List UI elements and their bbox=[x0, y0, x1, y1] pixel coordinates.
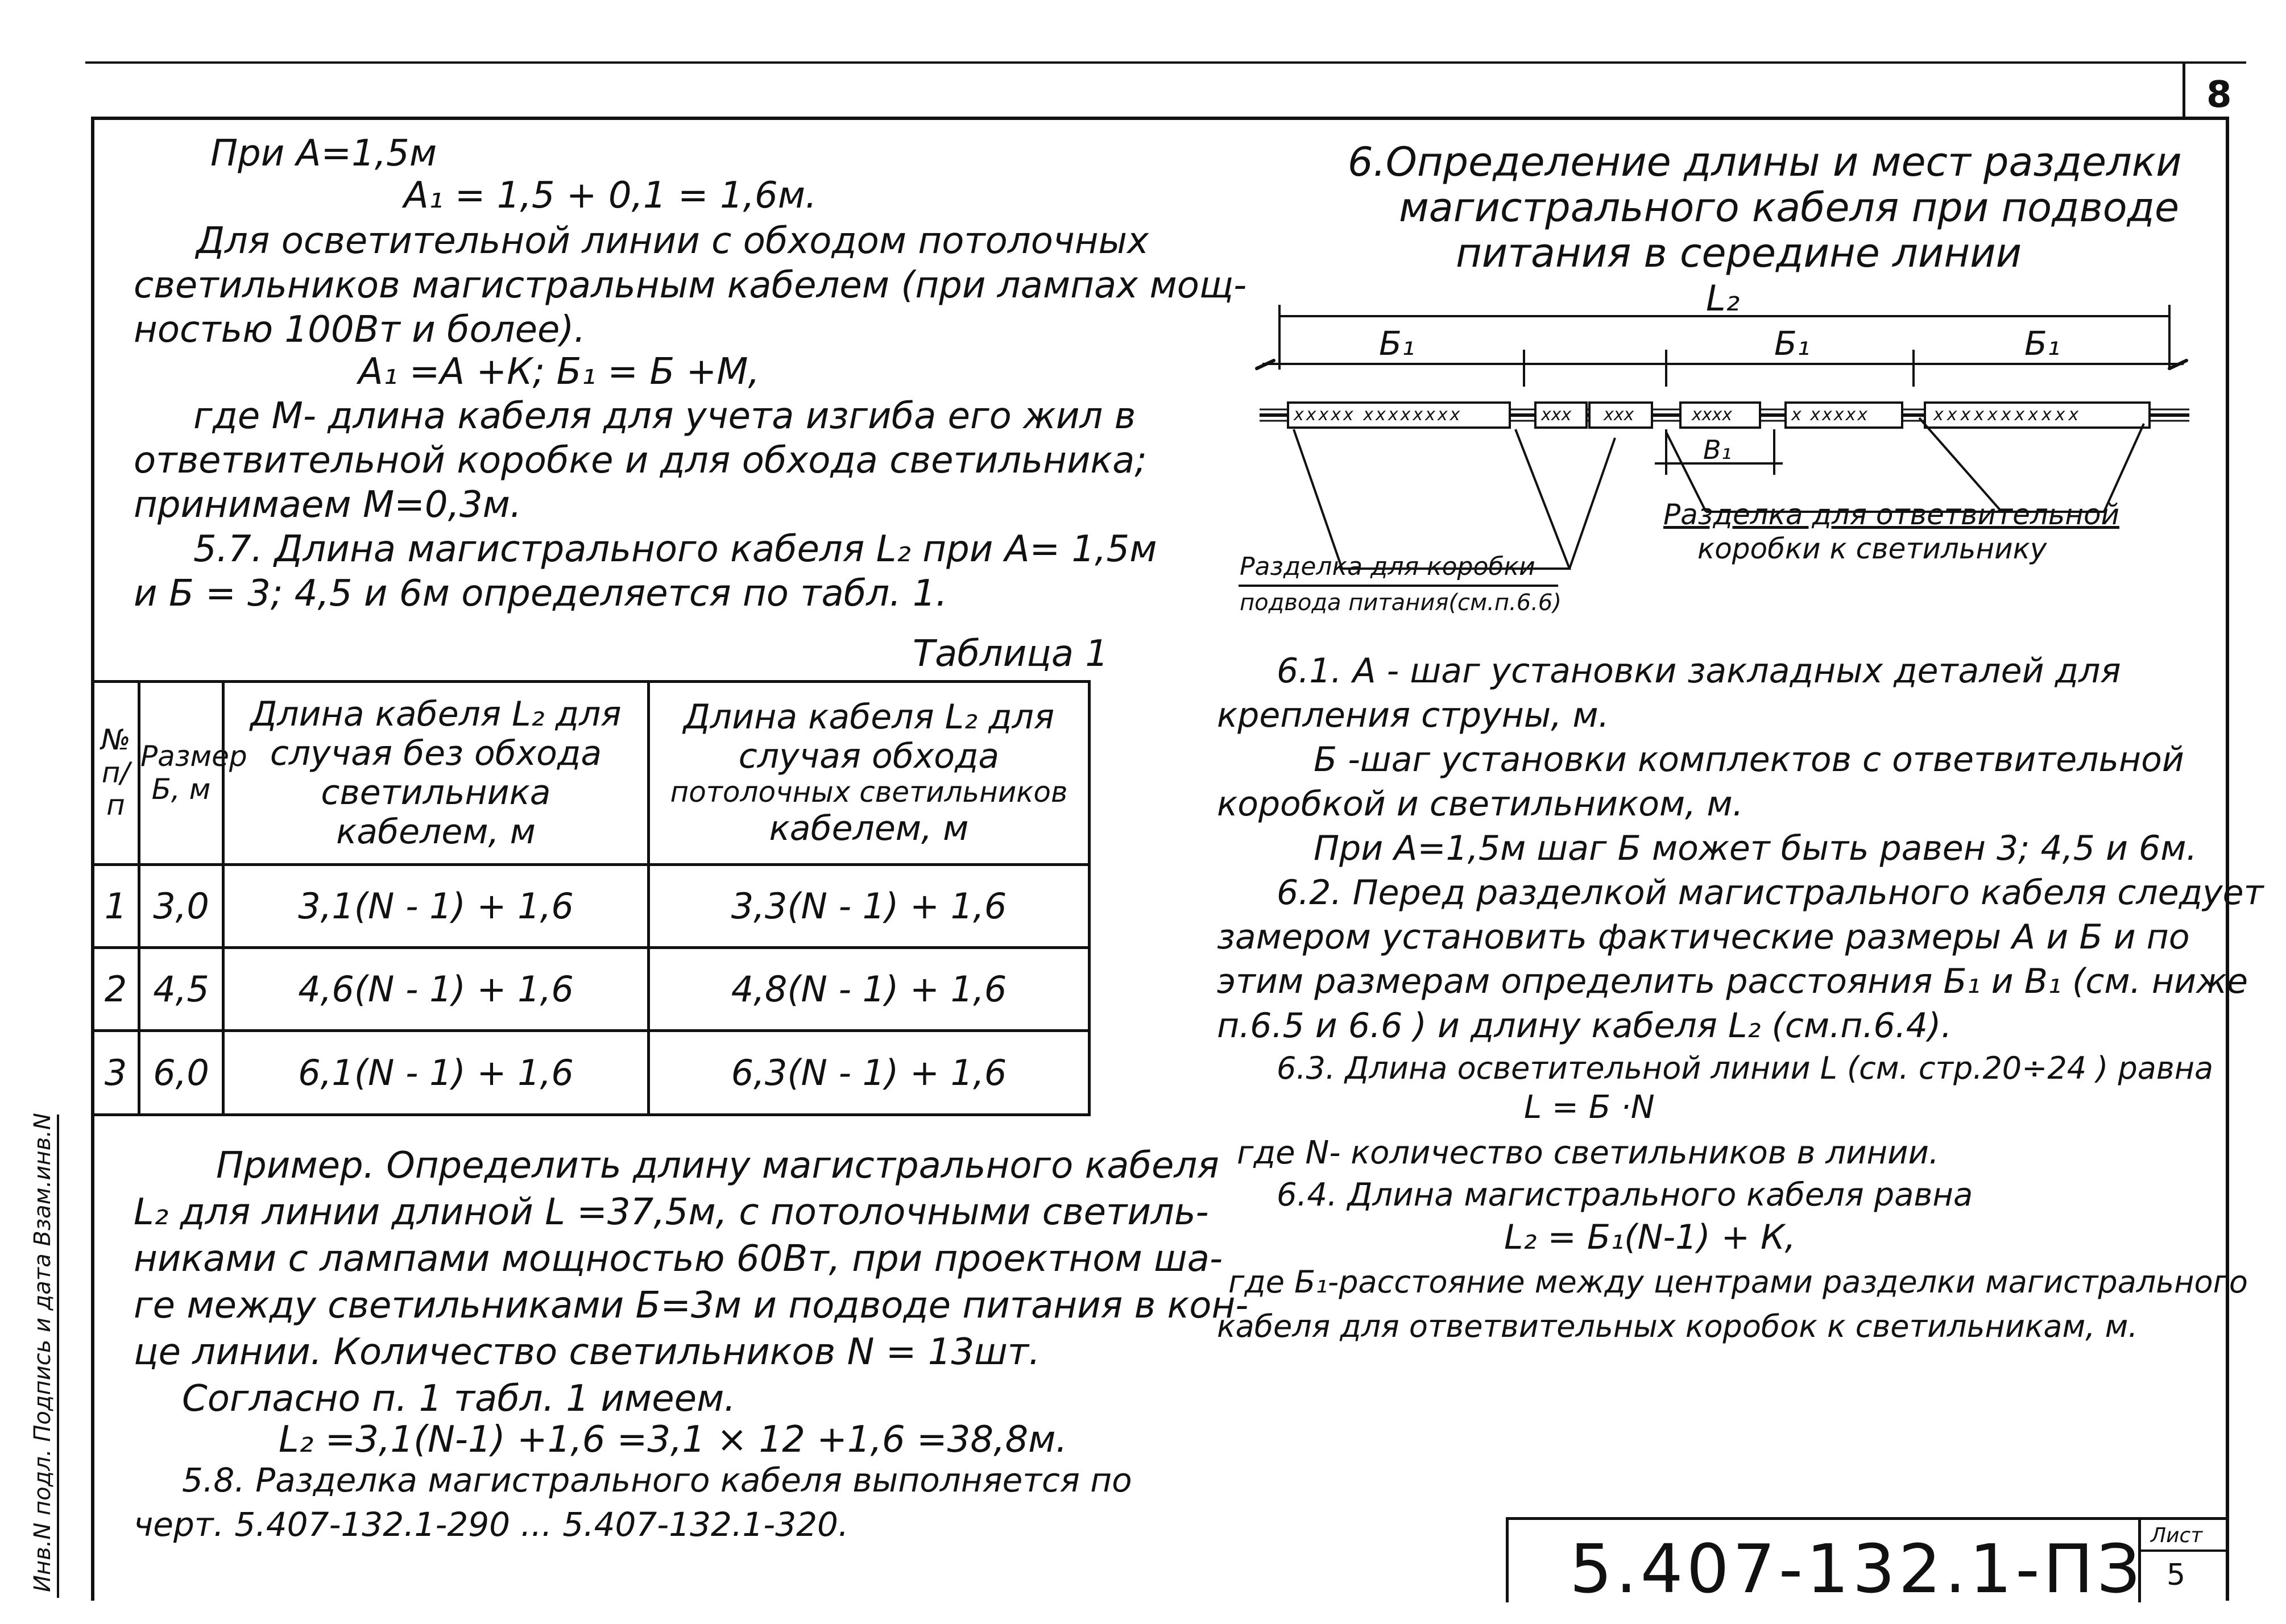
left-p2-line1: Для осветительной линии с обходом потолочных bbox=[196, 220, 1149, 262]
table-cell: 6,0 bbox=[139, 1031, 223, 1115]
cable-marks: xxxx bbox=[1692, 405, 1733, 425]
p61-line3: Б -шаг установки комплектов с ответвительной bbox=[1314, 740, 2184, 780]
p61-line5: При А=1,5м шаг Б может быть равен 3; 4,5 и 6м. bbox=[1314, 828, 2197, 868]
left-p1: При А=1,5м bbox=[210, 132, 437, 175]
col-header-bypass bbox=[649, 682, 1090, 865]
section-title-line3: питания в середине линии bbox=[1456, 230, 2022, 276]
leader-line-left-2 bbox=[1569, 438, 1615, 569]
diagram-label-v1: В₁ bbox=[1703, 434, 1732, 465]
table-cell: 1 bbox=[93, 865, 139, 948]
table-cell: 4,8(N - 1) + 1,6 bbox=[649, 948, 1090, 1031]
label-feed-box-line1: Разделка для коробки bbox=[1240, 552, 1535, 581]
p61-line4: коробкой и светильником, м. bbox=[1217, 784, 1744, 824]
p62-line2: замером установить фактические размеры А и Б и по bbox=[1217, 917, 2190, 957]
p58-line2: черт. 5.407-132.1-290 ... 5.407-132.1-320. bbox=[134, 1505, 849, 1544]
leader-line-left bbox=[1294, 429, 1569, 569]
p62-line3: этим размерам определить расстояния Б₁ и В₁ (см. ниже bbox=[1217, 962, 2248, 1001]
example-line5: це линии. Количество светильников N = 13шт. bbox=[134, 1331, 1041, 1373]
left-p2-line3: ностью 100Вт и более). bbox=[134, 309, 586, 351]
example-line2: L₂ для линии длиной L =37,5м, с потолочными светиль- bbox=[134, 1191, 1209, 1233]
diagram-label-b1-second: Б₁ bbox=[1774, 324, 1811, 363]
p64-line1: 6.4. Длина магистрального кабеля равна bbox=[1277, 1176, 1973, 1213]
table-cell: 3,0 bbox=[139, 865, 223, 948]
label-branch-box-line1: Разделка для ответвительной bbox=[1663, 498, 2120, 531]
table-cell: 3,1(N - 1) + 1,6 bbox=[223, 865, 649, 948]
p64-line2: где Б₁-расстояние между центрами разделки магистрального bbox=[1228, 1264, 2248, 1300]
col-header-bypass-line3: кабелем, м bbox=[769, 808, 969, 848]
example-formula: L₂ =3,1(N-1) +1,6 =3,1 × 12 +1,6 =38,8м. bbox=[279, 1419, 1067, 1461]
diagram-label-b1-first: Б₁ bbox=[1379, 324, 1415, 363]
cable-cutting-diagram bbox=[0, 0, 2286, 625]
p63-formula: L = Б ·N bbox=[1524, 1089, 1655, 1126]
page-number: 8 bbox=[2206, 74, 2232, 116]
p61-line1: 6.1. А - шаг установки закладных деталей для bbox=[1277, 651, 2121, 691]
example-line3: никами с лампами мощностью 60Вт, при проектном ша- bbox=[134, 1238, 1223, 1280]
example-line6: Согласно п. 1 табл. 1 имеем. bbox=[182, 1378, 736, 1420]
left-p4-line1: 5.7. Длина магистрального кабеля L₂ при А= 1,5м bbox=[193, 528, 1157, 570]
table-cell: 4,5 bbox=[139, 948, 223, 1031]
list-label: Лист bbox=[2151, 1524, 2203, 1547]
titleblock-top bbox=[1506, 1517, 2229, 1520]
section-title-line2: магистрального кабеля при подводе bbox=[1399, 184, 2180, 231]
left-p3-line1: где М- длина кабеля для учета изгиба его жил в bbox=[193, 395, 1136, 437]
left-p2-line2: светильников магистральным кабелем (при лампах мощ- bbox=[134, 264, 1247, 306]
side-stamp: Инв.N подл. Подпись и дата Взам.инв.N bbox=[30, 1113, 56, 1592]
p64-formula: L₂ = Б₁(N-1) + К, bbox=[1504, 1217, 1796, 1257]
example-line1: Пример. Определить длину магистрального кабеля bbox=[216, 1145, 1219, 1187]
p62-line4: п.6.5 и 6.6 ) и длину кабеля L₂ (см.п.6.4). bbox=[1217, 1006, 1952, 1046]
label-branch-box-line2: коробки к светильнику bbox=[1697, 532, 2047, 565]
cable-marks: xxx bbox=[1541, 405, 1572, 425]
table-cell: 2 bbox=[93, 948, 139, 1031]
example-line4: ге между светильниками Б=3м и подводе питания в кон- bbox=[134, 1285, 1249, 1327]
cable-marks: xxxxx xxxxxxxx bbox=[1294, 405, 1463, 425]
diagram-label-b1-third: Б₁ bbox=[2024, 324, 2061, 363]
p58-line1: 5.8. Разделка магистрального кабеля выполняется по bbox=[182, 1461, 1132, 1499]
section-title-line1: 6.Определение длины и мест разделки bbox=[1348, 139, 2182, 185]
table-1 bbox=[91, 680, 1091, 1116]
col-header-bypass-line2: потолочных светильников bbox=[670, 776, 1068, 809]
left-formula-1: А₁ = 1,5 + 0,1 = 1,6м. bbox=[404, 175, 817, 217]
table-cell: 6,1(N - 1) + 1,6 bbox=[223, 1031, 649, 1115]
titleblock-row-line bbox=[2138, 1550, 2229, 1552]
document-code: 5.407-132.1-ПЗ bbox=[1569, 1530, 2144, 1608]
diagram-label-l2: L₂ bbox=[1706, 277, 1740, 319]
col-header-bypass-line1: Длина кабеля L₂ для случая обхода bbox=[683, 697, 1055, 777]
cable-marks: xxx bbox=[1604, 405, 1634, 425]
table-cell: 4,6(N - 1) + 1,6 bbox=[223, 948, 649, 1031]
side-stamp-line bbox=[57, 1115, 59, 1598]
p63-line2: где N- количество светильников в линии. bbox=[1237, 1134, 1939, 1171]
col-header-no-bypass: Длина кабеля L₂ для случая без обхода светильника кабелем, м bbox=[223, 682, 649, 865]
left-p3-line3: принимаем М=0,3м. bbox=[134, 484, 522, 526]
p62-line1: 6.2. Перед разделкой магистрального кабеля следует bbox=[1277, 873, 2264, 913]
left-p4-line2: и Б = 3; 4,5 и 6м определяется по табл. 1. bbox=[134, 573, 947, 615]
cable-marks: xxxxxxxxxxx bbox=[1933, 405, 2082, 425]
p61-line2: крепления струны, м. bbox=[1217, 695, 1609, 735]
left-formula-2: А₁ =А +К; Б₁ = Б +М, bbox=[358, 351, 760, 393]
titleblock-left bbox=[1506, 1517, 1509, 1602]
col-header-num: № п/п bbox=[93, 682, 139, 865]
col-header-size: Размер Б, м bbox=[139, 682, 223, 865]
cable-marks: x xxxxx bbox=[1791, 405, 1870, 425]
table-cell: 3,3(N - 1) + 1,6 bbox=[649, 865, 1090, 948]
table-cell: 3 bbox=[93, 1031, 139, 1115]
table-cell: 6,3(N - 1) + 1,6 bbox=[649, 1031, 1090, 1115]
table-caption: Таблица 1 bbox=[913, 633, 1109, 675]
list-number: 5 bbox=[2167, 1558, 2186, 1592]
p64-line3: кабеля для ответвительных коробок к светильникам, м. bbox=[1217, 1308, 2138, 1344]
left-p3-line2: ответвительной коробке и для обхода светильника; bbox=[134, 440, 1147, 482]
label-feed-box-line2: подвода питания(см.п.6.6) bbox=[1240, 590, 1562, 616]
p63-line1: 6.3. Длина осветительной линии L (см. стр.20÷24 ) равна bbox=[1277, 1050, 2214, 1086]
